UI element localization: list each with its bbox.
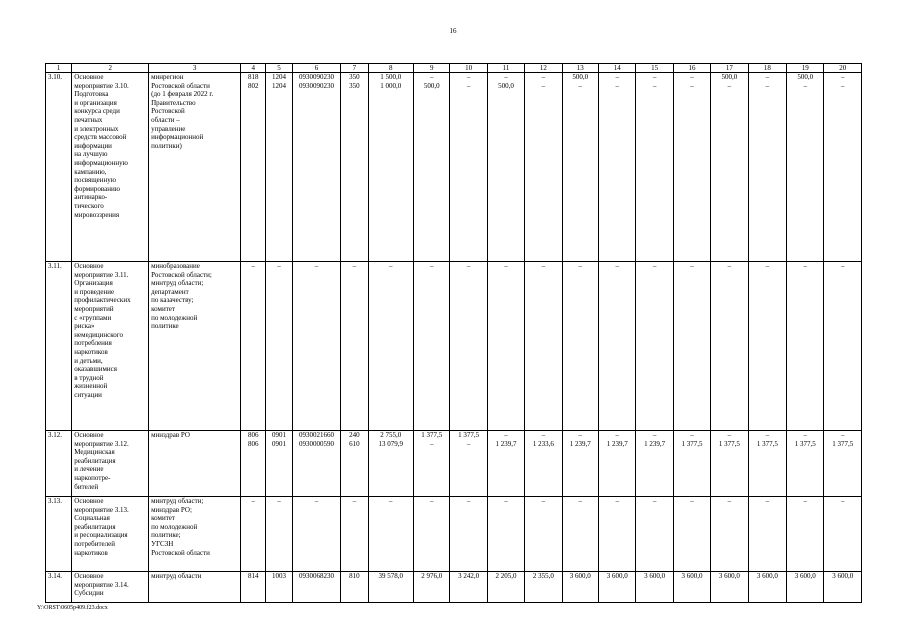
table-row [46,572,862,603]
year-amount: – 1 377,5 [673,431,710,497]
expense-type-code: 350 350 [341,73,368,262]
grbs-code: – [241,497,266,572]
year-amount: – – [525,73,562,262]
year-amount: – [599,497,636,572]
year-amount: – [414,262,450,431]
header-cell: 3 [149,64,241,73]
expense-type-code: 810 [341,572,368,603]
executor: минтруд области; минздрав РО; комитет по молодежной политике; УГСЗН Ростовской области [149,497,241,572]
total-amount: 39 578,0 [368,572,414,603]
year-amount: – 1 233,6 [525,431,562,497]
year-amount: – 1 239,7 [599,431,636,497]
activity-name: Основное мероприятие 3.11. Организация и проведение профилактических мероприятий с «группами риска» немедицинского потребления наркотиков и детьми, оказавшимися в трудной жизненной ситуации [72,262,149,431]
table-row [46,431,862,497]
year-amount: – 1 377,5 [787,431,824,497]
year-amount: – [787,262,824,431]
activity-name: Основное мероприятие 3.14. Субсидии [72,572,149,603]
row-number: 3.14. [46,572,72,603]
header-cell: 12 [525,64,562,73]
total-amount: – [368,497,414,572]
year-amount: – [787,497,824,572]
row-number: 3.10. [46,73,72,262]
target-article-code: – [292,262,341,431]
year-amount: – 1 239,7 [636,431,673,497]
header-cell: 20 [824,64,862,73]
year-amount: – – [450,73,487,262]
budget-table [45,63,862,603]
row-number: 3.11. [46,262,72,431]
year-amount: 3 242,0 [450,572,487,603]
year-amount: 1 377,5 – [450,431,487,497]
header-cell: 7 [341,64,368,73]
table-row [46,262,862,431]
executor: минобразование Ростовской области; минтруд области; департамент по казачеству; комитет по молодежной политике [149,262,241,431]
grbs-code: – [241,262,266,431]
target-article-code: 0930021660 0930000590 [292,431,341,497]
section-code: 0901 0901 [266,431,292,497]
year-amount: – [824,497,862,572]
header-cell: 15 [636,64,673,73]
total-amount: 2 755,0 13 079,9 [368,431,414,497]
expense-type-code: 240 610 [341,431,368,497]
year-amount: – [824,262,862,431]
year-amount: 2 976,0 [414,572,450,603]
target-article-code: 0930068230 [292,572,341,603]
year-amount: – 1 239,7 [562,431,598,497]
grbs-code: 814 [241,572,266,603]
row-number: 3.13. [46,497,72,572]
page-number: 16 [449,27,457,35]
year-amount: – [562,262,598,431]
year-amount: – [450,262,487,431]
activity-name: Основное мероприятие 3.10. Подготовка и организация конкурса среди печатных и электронных средств массовой информации на лучшую информационную кампанию, посвященную формированию антинарко- тического мировоззрения [72,73,149,262]
file-path-footer: Y:\ORST\0605p409.f23.docx [37,605,108,611]
year-amount: – [711,262,748,431]
header-cell: 8 [368,64,414,73]
activity-name: Основное мероприятие 3.13. Социальная реабилитация и ресоциализация потребителей наркотиков [72,497,149,572]
header-cell: 4 [241,64,266,73]
year-amount: – [487,497,524,572]
year-amount: – [562,497,598,572]
table-row [46,73,862,262]
header-cell: 14 [599,64,636,73]
header-cell: 16 [673,64,710,73]
year-amount: 3 600,0 [824,572,862,603]
year-amount: – [636,497,673,572]
year-amount: 3 600,0 [562,572,598,603]
year-amount: – [599,262,636,431]
expense-type-code: – [341,262,368,431]
year-amount: – [414,497,450,572]
total-amount: 1 500,0 1 000,0 [368,73,414,262]
activity-name: Основное мероприятие 3.12. Медицинская реабилитация и лечение наркопотре- бителей [72,431,149,497]
grbs-code: 818 802 [241,73,266,262]
year-amount: 2 355,0 [525,572,562,603]
header-cell: 18 [748,64,786,73]
year-amount: 3 600,0 [673,572,710,603]
header-cell: 9 [414,64,450,73]
year-amount: – [673,497,710,572]
header-cell: 6 [292,64,341,73]
year-amount: 500,0 – [562,73,598,262]
year-amount: – [711,497,748,572]
expense-type-code: – [341,497,368,572]
total-amount: – [368,262,414,431]
year-amount: – 1 377,5 [824,431,862,497]
year-amount: 2 205,0 [487,572,524,603]
section-code: – [266,262,292,431]
header-row [46,64,862,73]
year-amount: 3 600,0 [711,572,748,603]
year-amount: – 500,0 [487,73,524,262]
year-amount: – [748,497,786,572]
year-amount: – – [673,73,710,262]
grbs-code: 806 806 [241,431,266,497]
year-amount: – [450,497,487,572]
year-amount: – [673,262,710,431]
year-amount: 3 600,0 [599,572,636,603]
year-amount: 3 600,0 [787,572,824,603]
header-cell: 17 [711,64,748,73]
year-amount: – – [748,73,786,262]
year-amount: 3 600,0 [748,572,786,603]
year-amount: – – [599,73,636,262]
table-row [46,497,862,572]
header-cell: 11 [487,64,524,73]
year-amount: – 1 239,7 [487,431,524,497]
section-code: 1204 1204 [266,73,292,262]
header-cell: 19 [787,64,824,73]
section-code: – [266,497,292,572]
target-article-code: 0930090230 0930090230 [292,73,341,262]
year-amount: – – [636,73,673,262]
row-number: 3.12. [46,431,72,497]
year-amount: – [525,262,562,431]
year-amount: – 1 377,5 [711,431,748,497]
year-amount: – – [824,73,862,262]
header-cell: 13 [562,64,598,73]
header-cell: 10 [450,64,487,73]
header-cell: 2 [72,64,149,73]
year-amount: – [636,262,673,431]
executor: минтруд области [149,572,241,603]
year-amount: 1 377,5 – [414,431,450,497]
year-amount: – [748,262,786,431]
executor: минздрав РО [149,431,241,497]
year-amount: – [487,262,524,431]
executor: минрегион Ростовской области (до 1 февраля 2022 г. Правительство Ростовской области – управление информационной политики) [149,73,241,262]
year-amount: 500,0 – [711,73,748,262]
year-amount: – [525,497,562,572]
section-code: 1003 [266,572,292,603]
year-amount: 3 600,0 [636,572,673,603]
year-amount: – 500,0 [414,73,450,262]
year-amount: – 1 377,5 [748,431,786,497]
header-cell: 1 [46,64,72,73]
target-article-code: – [292,497,341,572]
header-cell: 5 [266,64,292,73]
year-amount: 500,0 – [787,73,824,262]
